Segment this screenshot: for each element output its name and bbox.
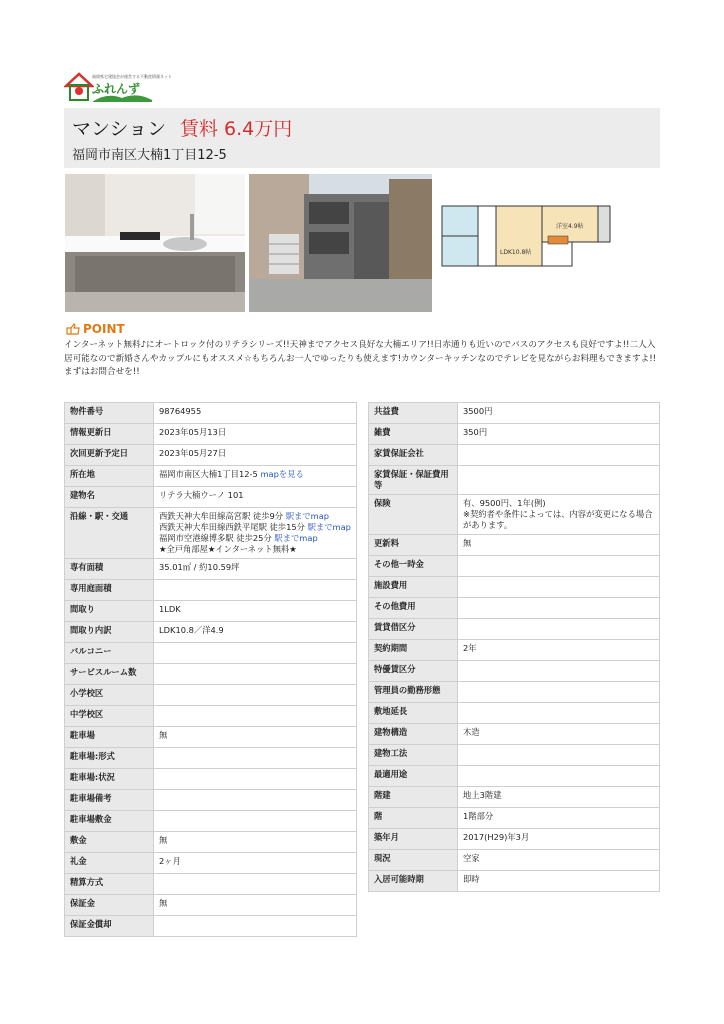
spec-label: 入居可能時期	[369, 871, 458, 892]
spec-label: 保証金償却	[65, 916, 154, 937]
spec-value	[154, 685, 357, 706]
spec-value	[458, 556, 660, 577]
station-map-link[interactable]: 駅までmap	[274, 533, 318, 543]
spec-value	[458, 787, 660, 808]
spec-value	[458, 495, 660, 535]
table-row	[369, 556, 660, 577]
value-text: 2023年05月13日	[159, 427, 227, 437]
table-row	[65, 916, 357, 937]
spec-value	[458, 829, 660, 850]
spec-label: 礼金	[65, 853, 154, 874]
value-text: ※契約者や条件によっては、内容が変更になる場合があります。	[463, 509, 653, 530]
spec-value	[154, 790, 357, 811]
table-row	[369, 703, 660, 724]
spec-value	[154, 508, 357, 559]
spec-label: 駐車場:形式	[65, 748, 154, 769]
spec-label: サービスルーム数	[65, 664, 154, 685]
spec-label: 次回更新予定日	[65, 445, 154, 466]
spec-label: 特優賃区分	[369, 661, 458, 682]
property-type: マンション	[72, 118, 167, 140]
spec-value	[154, 706, 357, 727]
spec-value	[154, 895, 357, 916]
spec-label: 駐車場	[65, 727, 154, 748]
spec-label: バルコニー	[65, 643, 154, 664]
spec-label: 共益費	[369, 403, 458, 424]
spec-table-right	[368, 402, 660, 892]
spec-label: 最適用途	[369, 766, 458, 787]
value-line	[159, 533, 351, 544]
spec-label: 敷地延長	[369, 703, 458, 724]
spec-label: 専有面積	[65, 559, 154, 580]
table-row	[65, 853, 357, 874]
property-header	[64, 108, 660, 168]
spec-table-left	[64, 402, 357, 937]
value-text: LDK10.8／洋4.9	[159, 625, 224, 635]
value-text: 福岡市空港線博多駅 徒歩25分	[159, 533, 272, 543]
spec-label: その他費用	[369, 598, 458, 619]
spec-label: 専用庭面積	[65, 580, 154, 601]
table-row	[369, 787, 660, 808]
spec-label: 建物名	[65, 487, 154, 508]
value-text: 木造	[463, 727, 480, 737]
house-logo-icon	[64, 70, 94, 104]
spec-value	[458, 661, 660, 682]
spec-label: 建物工法	[369, 745, 458, 766]
spec-value	[458, 598, 660, 619]
logo-subtitle: 福岡県宅建協会が運営する不動産情報ネット	[92, 74, 172, 79]
building-exterior-photo[interactable]	[249, 174, 432, 312]
spec-label: 家賃保証・保証費用等	[369, 466, 458, 495]
value-text: 2023年05月27日	[159, 448, 227, 458]
table-row	[369, 598, 660, 619]
spec-label: 築年月	[369, 829, 458, 850]
table-row	[65, 727, 357, 748]
table-row	[369, 850, 660, 871]
value-line	[159, 544, 351, 555]
table-row	[369, 466, 660, 495]
spec-value	[154, 811, 357, 832]
logo-name: ふれんず	[92, 82, 141, 96]
table-row	[65, 685, 357, 706]
table-row	[65, 403, 357, 424]
value-text: リテラ大楠ウーノ 101	[159, 490, 244, 500]
point-heading	[66, 322, 125, 336]
table-row	[65, 580, 357, 601]
value-text: 無	[463, 538, 472, 548]
spec-label: 更新料	[369, 535, 458, 556]
map-link[interactable]: mapを見る	[260, 469, 304, 479]
value-text: 3500円	[463, 406, 493, 416]
table-row	[369, 495, 660, 535]
spec-value	[154, 664, 357, 685]
spec-value	[154, 916, 357, 937]
spec-label: 家賃保証会社	[369, 445, 458, 466]
kitchen-photo[interactable]	[65, 174, 245, 312]
point-description: インターネット無料♪にオートロック付のリテラシリーズ!!天神までアクセス良好な大楠エリア!!日赤通りも近いのでバスのアクセスも良好ですよ!!二人入居可能なので新婚さんやカップルにもオススメ☆もちろんお一人でゆったりも使えます!カウンターキッチンなのでテレビを見ながらお料理もできますよ!!まずはお問合せを!!	[64, 340, 657, 377]
table-row	[65, 895, 357, 916]
spec-value	[458, 871, 660, 892]
value-text: 2017(H29)年3月	[463, 832, 530, 842]
spec-value	[458, 850, 660, 871]
table-row	[369, 745, 660, 766]
value-line	[463, 498, 654, 509]
value-text: 350円	[463, 427, 488, 437]
property-address: 福岡市南区大楠1丁目12-5	[72, 148, 227, 163]
spec-value	[154, 622, 357, 643]
spec-label: 階建	[369, 787, 458, 808]
spec-value	[154, 487, 357, 508]
table-row	[65, 832, 357, 853]
table-row	[65, 559, 357, 580]
spec-label: 精算方式	[65, 874, 154, 895]
spec-value	[154, 874, 357, 895]
spec-label: 駐車場敷金	[65, 811, 154, 832]
spec-value	[154, 403, 357, 424]
ldk-label: LDK10.8帖	[500, 249, 532, 256]
spec-value	[154, 466, 357, 487]
value-text: 2ヶ月	[159, 856, 181, 866]
spec-label: 契約期間	[369, 640, 458, 661]
value-text: 有、9500円、1年(例)	[463, 498, 546, 508]
spec-label: 管理員の勤務形態	[369, 682, 458, 703]
western-room-label: 洋室4.9帖	[556, 223, 584, 230]
table-row	[369, 724, 660, 745]
spec-value	[458, 535, 660, 556]
spec-value	[154, 853, 357, 874]
table-row	[65, 643, 357, 664]
table-row	[65, 664, 357, 685]
table-row	[65, 790, 357, 811]
spec-value	[458, 745, 660, 766]
spec-label: 保証金	[65, 895, 154, 916]
value-text: 西鉄天神大牟田線高宮駅 徒歩9分	[159, 511, 284, 521]
table-row	[65, 811, 357, 832]
table-row	[369, 619, 660, 640]
value-line	[159, 511, 351, 522]
table-row	[65, 874, 357, 895]
table-row	[369, 682, 660, 703]
value-text: ★全戸角部屋★インターネット無料★	[159, 544, 297, 554]
table-row	[369, 661, 660, 682]
value-text: 無	[159, 835, 168, 845]
spec-value	[458, 766, 660, 787]
spec-label: 現況	[369, 850, 458, 871]
spec-value	[154, 832, 357, 853]
value-text: 98764955	[159, 406, 202, 416]
pointing-hand-icon	[66, 323, 80, 335]
table-row	[65, 706, 357, 727]
table-row	[369, 640, 660, 661]
value-text: 無	[159, 898, 168, 908]
spec-value	[458, 724, 660, 745]
value-text: 地上3階建	[463, 790, 502, 800]
table-row	[369, 445, 660, 466]
spec-label: 沿線・駅・交通	[65, 508, 154, 559]
spec-value	[458, 619, 660, 640]
spec-label: 雑費	[369, 424, 458, 445]
spec-value	[458, 682, 660, 703]
spec-label: 情報更新日	[65, 424, 154, 445]
spec-value	[458, 403, 660, 424]
table-row	[369, 766, 660, 787]
spec-label: 間取り	[65, 601, 154, 622]
spec-value	[154, 727, 357, 748]
table-row	[65, 748, 357, 769]
value-text: 35.01㎡ / 約10.59坪	[159, 562, 240, 572]
spec-value	[458, 466, 660, 495]
spec-label: 建物構造	[369, 724, 458, 745]
spec-label: 駐車場備考	[65, 790, 154, 811]
table-row	[65, 508, 357, 559]
spec-label: 敷金	[65, 832, 154, 853]
value-text: 1LDK	[159, 604, 181, 614]
value-text: 2年	[463, 643, 477, 653]
spec-label: 駐車場:状況	[65, 769, 154, 790]
spec-label: 施設費用	[369, 577, 458, 598]
spec-label: 小学校区	[65, 685, 154, 706]
spec-value	[458, 577, 660, 598]
station-map-link[interactable]: 駅までmap	[285, 511, 330, 521]
table-row	[65, 622, 357, 643]
value-text: 西鉄天神大牟田線西鉄平尾駅 徒歩15分	[159, 522, 305, 532]
station-map-link[interactable]: 駅までmap	[307, 522, 351, 532]
spec-value	[458, 424, 660, 445]
floorplan-image[interactable]	[436, 174, 614, 274]
value-line	[463, 509, 654, 531]
value-text: 空家	[463, 853, 480, 863]
spec-label: 間取り内訳	[65, 622, 154, 643]
spec-value	[458, 640, 660, 661]
table-row	[369, 424, 660, 445]
table-row	[369, 829, 660, 850]
spec-value	[154, 643, 357, 664]
spec-value	[458, 445, 660, 466]
spec-label: その他一時金	[369, 556, 458, 577]
table-row	[369, 808, 660, 829]
table-row	[65, 487, 357, 508]
table-row	[369, 577, 660, 598]
spec-label: 中学校区	[65, 706, 154, 727]
table-row	[65, 466, 357, 487]
spec-label: 階	[369, 808, 458, 829]
spec-value	[154, 559, 357, 580]
spec-value	[458, 808, 660, 829]
spec-value	[154, 445, 357, 466]
spec-label: 賃貸借区分	[369, 619, 458, 640]
spec-label: 物件番号	[65, 403, 154, 424]
spec-label: 所在地	[65, 466, 154, 487]
spec-value	[458, 703, 660, 724]
table-row	[65, 445, 357, 466]
table-row	[65, 769, 357, 790]
point-title: POINT	[83, 322, 125, 336]
table-row	[369, 871, 660, 892]
value-text: 無	[159, 730, 168, 740]
spec-value	[154, 601, 357, 622]
table-row	[65, 424, 357, 445]
rent-price: 賃料 6.4万円	[180, 118, 293, 140]
spec-value	[154, 580, 357, 601]
value-text: 即時	[463, 874, 480, 884]
spec-value	[154, 424, 357, 445]
table-row	[369, 535, 660, 556]
value-text: 1階部分	[463, 811, 494, 821]
value-text: 福岡市南区大楠1丁目12-5	[159, 469, 258, 479]
table-row	[65, 601, 357, 622]
value-line	[159, 522, 351, 533]
spec-label: 保険	[369, 495, 458, 535]
spec-value	[154, 748, 357, 769]
table-row	[369, 403, 660, 424]
spec-value	[154, 769, 357, 790]
